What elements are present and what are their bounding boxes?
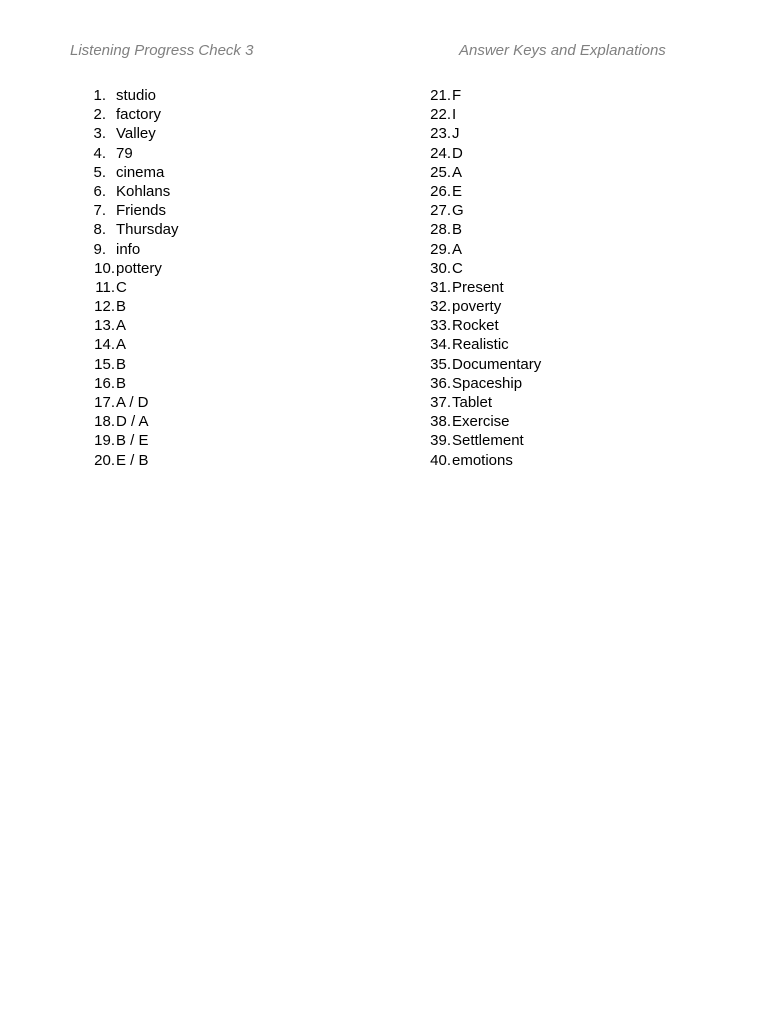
answer-number: 10.: [94, 259, 115, 277]
answer-number: 32.: [430, 298, 451, 316]
answer-number: 29.: [430, 240, 451, 258]
answer-number: 25.: [430, 163, 451, 181]
answer-text: J: [452, 125, 460, 143]
answer-item: [70, 86, 179, 105]
answer-number: 20.: [94, 451, 115, 469]
answer-text: F: [452, 87, 462, 104]
answer-text: C: [116, 278, 127, 296]
answer-text: D: [452, 144, 463, 162]
answer-item: [70, 374, 179, 393]
answer-item: [70, 144, 179, 163]
answer-text: E / B: [116, 451, 149, 469]
answer-item: [406, 335, 541, 354]
answer-number: 26.: [430, 182, 451, 200]
answer-text: Rocket: [452, 317, 499, 335]
answer-text: B: [116, 374, 127, 392]
answer-text: A: [452, 240, 463, 258]
answer-number: 11.: [95, 278, 115, 296]
answer-number: 3.: [93, 125, 106, 143]
answer-text: Documentary: [452, 355, 542, 373]
answer-item: [406, 412, 541, 431]
answer-number: 9.: [93, 240, 106, 258]
answer-text: Valley: [116, 125, 156, 143]
answer-number: 5.: [93, 163, 106, 181]
answer-number: 38.: [430, 413, 451, 431]
answer-number: 40.: [430, 451, 451, 469]
answer-text: G: [452, 202, 464, 220]
answer-text: A / D: [116, 394, 149, 411]
answer-item: [406, 220, 541, 239]
answer-text: 79: [116, 144, 133, 162]
answer-item: [406, 144, 541, 163]
answer-item: [406, 316, 541, 335]
answer-number: 24.: [430, 144, 451, 162]
answer-number: 6.: [93, 182, 106, 200]
answer-item: [70, 316, 179, 335]
answer-number: 30.: [430, 259, 451, 277]
answer-text: Exercise: [452, 413, 510, 431]
section-title: Answer Keys and Explanations: [459, 42, 666, 59]
answer-item: [406, 431, 541, 450]
answer-text: factory: [116, 106, 162, 124]
answer-text: poverty: [452, 298, 502, 316]
answer-item: [406, 163, 541, 182]
answer-item: [70, 105, 179, 124]
answer-text: Friends: [116, 202, 167, 220]
answer-text: B: [116, 355, 127, 373]
answer-item: [70, 259, 179, 278]
answer-text: Settlement: [452, 432, 524, 450]
answer-text: info: [116, 240, 141, 258]
answer-item: [406, 86, 541, 105]
answer-number: 23.: [430, 125, 451, 143]
answer-number: 19.: [94, 432, 115, 450]
answer-text: A: [116, 336, 127, 354]
answer-text: E: [452, 182, 463, 200]
page-header: [0, 42, 768, 62]
answer-number: 34.: [430, 336, 451, 354]
answer-list-right: [406, 86, 541, 470]
answer-item: [406, 451, 541, 470]
answer-item: [406, 355, 541, 374]
answer-number: 31.: [430, 278, 451, 296]
answer-item: [406, 278, 541, 297]
answer-item: [70, 297, 179, 316]
answer-item: [406, 124, 541, 143]
document-title: Listening Progress Check 3: [70, 42, 254, 59]
answer-number: 8.: [93, 221, 106, 239]
answer-number: 22.: [430, 106, 451, 124]
answer-text: Spaceship: [452, 374, 523, 392]
answer-item: [406, 259, 541, 278]
answer-text: cinema: [116, 163, 165, 181]
answer-item: [406, 240, 541, 259]
answer-number: 1.: [93, 87, 106, 104]
answer-text: B: [116, 298, 127, 316]
answer-text: A: [116, 317, 127, 335]
answer-text: studio: [116, 87, 157, 104]
answer-text: D / A: [116, 413, 149, 431]
answer-number: 37.: [430, 394, 451, 411]
answer-item: [70, 431, 179, 450]
answer-number: 21.: [430, 87, 451, 104]
answer-item: [406, 297, 541, 316]
answer-item: [70, 163, 179, 182]
answer-number: 35.: [430, 355, 451, 373]
answer-text: Tablet: [452, 394, 493, 411]
answer-text: A: [452, 163, 463, 181]
answer-number: 16.: [94, 374, 115, 392]
answer-number: 36.: [430, 374, 451, 392]
answer-number: 12.: [94, 298, 115, 316]
answer-item: [406, 374, 541, 393]
answer-number: 27.: [430, 202, 451, 220]
answer-item: [70, 278, 179, 297]
answer-item: [70, 451, 179, 470]
answer-text: I: [452, 106, 457, 124]
answer-text: B / E: [116, 432, 149, 450]
answer-item: [406, 201, 541, 220]
answer-number: 4.: [93, 144, 106, 162]
answer-item: [70, 201, 179, 220]
answer-item: [70, 412, 179, 431]
answer-text: emotions: [452, 451, 513, 469]
answer-number: 7.: [93, 202, 106, 220]
answer-text: C: [452, 259, 463, 277]
answer-item: [406, 182, 541, 201]
answer-number: 2.: [93, 106, 106, 124]
answer-item: [70, 220, 179, 239]
answer-list-left: [70, 86, 179, 470]
answer-number: 14.: [94, 336, 115, 354]
answer-number: 13.: [94, 317, 115, 335]
answer-item: [70, 124, 179, 143]
answer-number: 39.: [430, 432, 451, 450]
answer-text: Present: [452, 278, 504, 296]
answer-number: 28.: [430, 221, 451, 239]
answer-item: [406, 105, 541, 124]
answer-number: 17.: [94, 394, 115, 411]
answer-text: pottery: [116, 259, 162, 277]
answer-text: B: [452, 221, 463, 239]
answer-item: [406, 393, 541, 412]
answer-number: 18.: [94, 413, 115, 431]
answer-item: [70, 355, 179, 374]
answer-text: Realistic: [452, 336, 509, 354]
answer-item: [70, 182, 179, 201]
answer-number: 33.: [430, 317, 451, 335]
answer-text: Thursday: [116, 221, 179, 239]
answer-item: [70, 240, 179, 259]
answer-number: 15.: [94, 355, 115, 373]
answer-text: Kohlans: [116, 182, 171, 200]
answer-item: [70, 393, 179, 412]
answer-item: [70, 335, 179, 354]
